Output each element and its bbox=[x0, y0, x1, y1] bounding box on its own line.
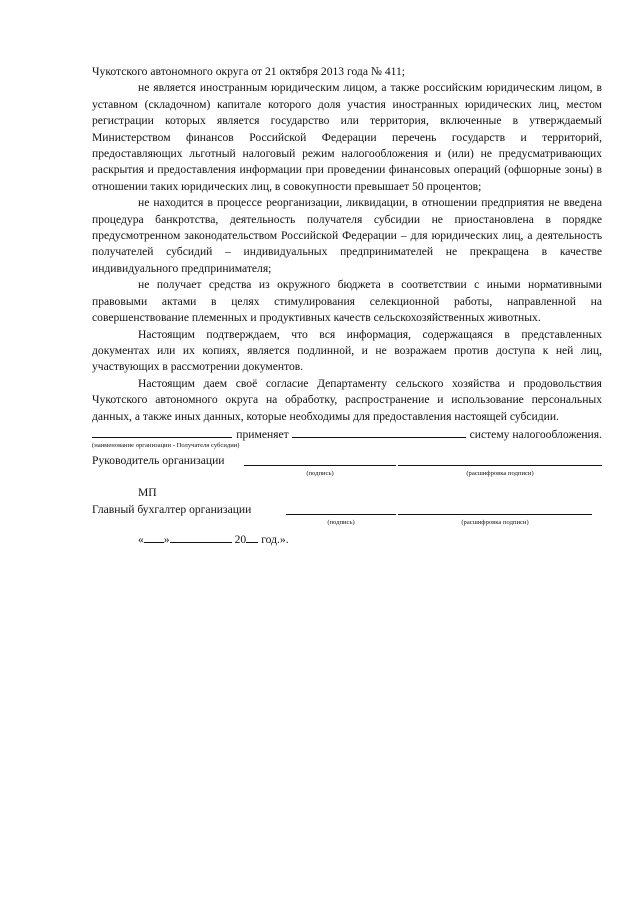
org-name-field[interactable] bbox=[92, 425, 232, 438]
tax-applies-label: применяет bbox=[236, 427, 289, 441]
accountant-decoding-caption: (расшифровка подписи) bbox=[461, 518, 529, 526]
paragraph-budget-funds: не получает средства из окружного бюджета в соответствии с иными нормативными правовыми актами в целях стимулирования селекционной работы, направленной на совершенствование племенных и продуктивных качеств сельскохозяйственных животных. bbox=[92, 278, 602, 325]
accountant-signature-field[interactable] bbox=[286, 502, 396, 515]
paragraph-confirmation: Настоящим подтверждаем, что вся информация, содержащаяся в представленных документах или их копиях, является подлинной, и не возражаем против доступа к ней лиц, участвующих в рассмотрении документов. bbox=[92, 327, 602, 374]
accountant-captions bbox=[92, 518, 602, 528]
date-line bbox=[138, 530, 602, 548]
intro-line: Чукотского автономного округа от 21 октября 2013 года № 411; bbox=[92, 65, 406, 78]
date-year-label: год.». bbox=[261, 532, 289, 546]
date-month-field[interactable] bbox=[170, 530, 232, 543]
tax-system-field[interactable] bbox=[292, 425, 466, 438]
accountant-decoding-field[interactable] bbox=[398, 502, 592, 515]
tax-system-line bbox=[92, 425, 602, 443]
head-signature-row bbox=[92, 453, 602, 469]
date-close-quote: » bbox=[163, 532, 170, 546]
accountant-signature-caption: (подпись) bbox=[327, 518, 355, 526]
paragraph-consent: Настоящим даем своё согласие Департаменту сельского хозяйства и продовольствия Чукотского автономного округа на обработку, распространение и использование персональных данных, а также иных данных, которые необходимы для предоставления настоящей субсидии. bbox=[92, 376, 602, 423]
head-decoding-field[interactable] bbox=[398, 453, 602, 466]
tax-system-label: систему налогообложения. bbox=[469, 427, 602, 441]
org-name-caption: (наименование организации - Получателя субсидии) bbox=[92, 442, 240, 450]
date-day-field[interactable] bbox=[144, 530, 164, 543]
accountant-label: Главный бухгалтер организации bbox=[92, 502, 252, 516]
stamp-label: МП bbox=[138, 486, 157, 500]
date-year-field[interactable] bbox=[246, 530, 258, 543]
date-open-quote: « bbox=[138, 532, 144, 546]
head-signature-field[interactable] bbox=[244, 453, 396, 466]
accountant-signature-row bbox=[92, 502, 602, 518]
paragraph-bankruptcy: не находится в процессе реорганизации, ликвидации, в отношении предприятия не введена процедура банкротства, деятельность получателя субсидии не приостановлена в порядке предусмотренном законодательством Российской Федерации – для юридических лиц, а деятельность получателей субсидий – индивидуальных предпринимателей не прекращена в качестве индивидуального предпринимателя; bbox=[92, 196, 602, 275]
date-year-prefix: 20 bbox=[234, 532, 247, 546]
head-label: Руководитель организации bbox=[92, 454, 225, 468]
paragraph-foreign-entity: не является иностранным юридическим лицом, а также российским юридическим лицом, в уставном (складочном) капитале которого доля участия иностранных юридических лиц, местом регистрации которых является государство или территория, включенные в утверждаемый Министерством финансов Российской Федерации перечень государств и территорий, предоставляющих льготный налоговый режим налогообложения и (или) не предусматривающих раскрытия и предоставления информации при проведении финансовых операций (офшорные зоны) в отношении таких юридических лиц, в совокупности превышает 50 процентов; bbox=[92, 81, 602, 193]
head-decoding-caption: (расшифровка подписи) bbox=[466, 470, 534, 478]
document-body bbox=[92, 64, 602, 548]
head-captions bbox=[92, 469, 602, 479]
head-signature-caption: (подпись) bbox=[306, 470, 334, 478]
